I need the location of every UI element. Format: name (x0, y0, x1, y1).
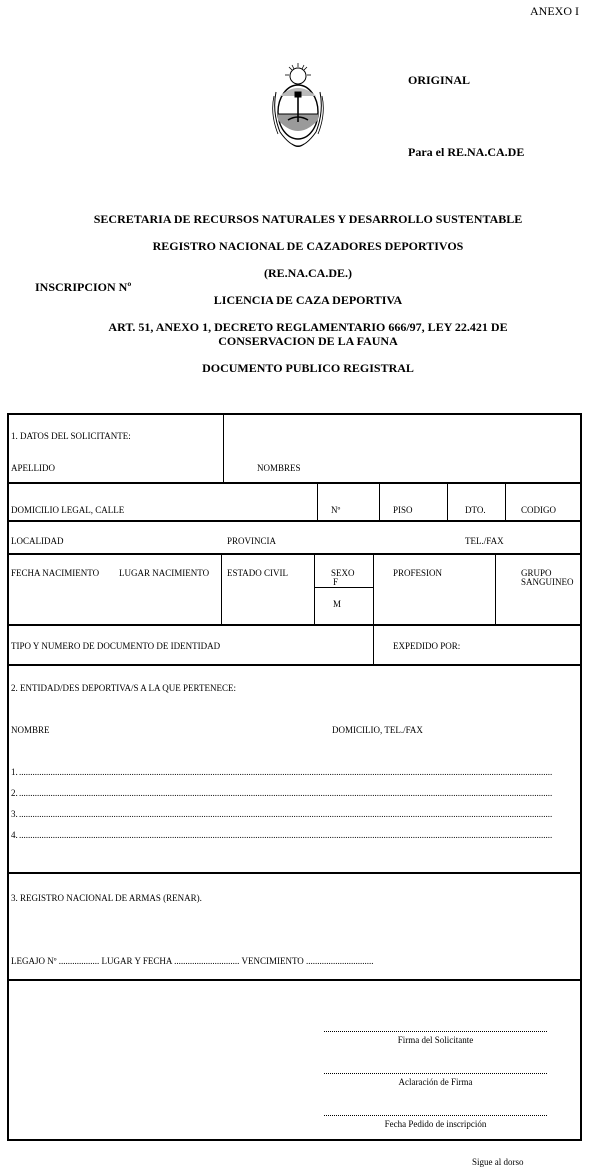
estado-civil-field[interactable]: ESTADO CIVIL (227, 568, 289, 578)
entidad-domicilio-label: DOMICILIO, TEL./FAX (332, 725, 423, 735)
tipo-documento-field[interactable]: TIPO Y NUMERO DE DOCUMENTO DE IDENTIDAD (11, 641, 221, 651)
numero-field[interactable]: Nº (331, 505, 341, 515)
localidad-field[interactable]: LOCALIDAD (11, 536, 64, 546)
datos-solicitante-label: 1. DATOS DEL SOLICITANTE: (11, 431, 131, 441)
nombres-field[interactable]: NOMBRES (257, 463, 301, 473)
title-documento: DOCUMENTO PUBLICO REGISTRAL (202, 361, 414, 375)
coat-of-arms-emblem (270, 62, 326, 150)
grupo-sanguineo-label-2[interactable]: SANGUINEO (521, 577, 574, 587)
domicilio-field[interactable]: DOMICILIO LEGAL, CALLE (11, 505, 125, 515)
title-registro: REGISTRO NACIONAL DE CAZADORES DEPORTIVOS (152, 239, 464, 253)
title-article-cont: CONSERVACION DE LA FAUNA (218, 334, 398, 348)
entidad-row-number: 1. (11, 767, 18, 777)
destination-label: Para el RE.NA.CA.DE (408, 145, 525, 159)
fecha-pedido-label: Fecha Pedido de inscripción (384, 1119, 487, 1129)
entidad-row-2-line[interactable] (19, 788, 552, 798)
title-article: ART. 51, ANEXO 1, DECRETO REGLAMENTARIO 666/97, LEY 22.421 DE (108, 320, 508, 334)
copy-label: ORIGINAL (408, 73, 471, 87)
registration-form (7, 413, 582, 1141)
firma-line[interactable] (324, 1031, 547, 1032)
tel-fax-field[interactable]: TEL./FAX (465, 536, 504, 546)
entidad-row-number: 2. (11, 788, 18, 798)
entidad-row-number: 3. (11, 809, 18, 819)
expedido-por-field[interactable]: EXPEDIDO POR: (393, 641, 461, 651)
title-secretaria: SECRETARIA DE RECURSOS NATURALES Y DESARROLLO SUSTENTABLE (93, 212, 523, 226)
grupo-sanguineo-label: GRUPO (521, 568, 552, 578)
title-licencia: LICENCIA DE CAZA DEPORTIVA (213, 293, 403, 307)
sexo-m-option[interactable]: M (333, 599, 342, 609)
inscripcion-label: INSCRIPCION Nº (35, 280, 132, 294)
sexo-label: SEXO (331, 568, 355, 578)
sexo-f-option[interactable]: F (333, 577, 339, 587)
continue-note: Sigue al dorso (472, 1157, 524, 1167)
legajo-line[interactable]: LEGAJO Nº .................. LUGAR Y FECHA ............................. VENCIMIENTO .............................. (11, 956, 374, 966)
fecha-nacimiento-field[interactable]: FECHA NACIMIENTO (11, 568, 100, 578)
aclaracion-line[interactable] (324, 1073, 547, 1074)
annex-label: ANEXO I (530, 4, 579, 18)
renar-label: 3. REGISTRO NACIONAL DE ARMAS (RENAR). (11, 893, 202, 903)
entidad-deportiva-label: 2. ENTIDAD/DES DEPORTIVA/S A LA QUE PERTENECE: (11, 683, 237, 693)
entidad-row-1-line[interactable] (19, 767, 552, 777)
dto-field[interactable]: DTO. (465, 505, 486, 515)
provincia-field[interactable]: PROVINCIA (227, 536, 277, 546)
entidad-row-number: 4. (11, 830, 18, 840)
entidad-row-3-line[interactable] (19, 809, 552, 819)
aclaracion-label: Aclaración de Firma (398, 1077, 473, 1087)
lugar-nacimiento-field[interactable]: LUGAR NACIMIENTO (119, 568, 210, 578)
entidad-nombre-label: NOMBRE (11, 725, 50, 735)
fecha-pedido-line[interactable] (324, 1115, 547, 1116)
piso-field[interactable]: PISO (393, 505, 413, 515)
entidad-row-4-line[interactable] (19, 830, 552, 840)
codigo-field[interactable]: CODIGO (521, 505, 556, 515)
title-acronym: (RE.NA.CA.DE.) (264, 266, 352, 280)
firma-label: Firma del Solicitante (397, 1035, 474, 1045)
profesion-field[interactable]: PROFESION (393, 568, 443, 578)
apellido-field[interactable]: APELLIDO (11, 463, 55, 473)
